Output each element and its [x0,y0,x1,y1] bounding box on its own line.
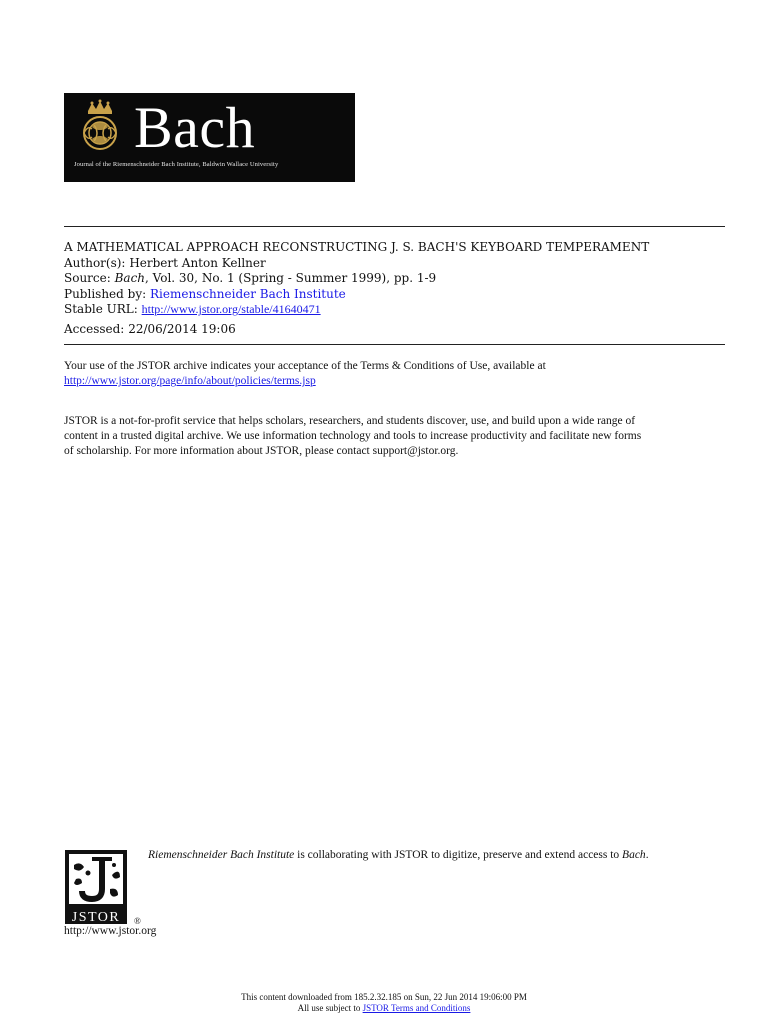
bottom-divider [64,344,725,345]
about-paragraph [64,414,724,459]
footer-terms-link[interactable]: JSTOR Terms and Conditions [362,1003,471,1013]
accessed-line [64,322,725,338]
terms-paragraph [64,359,724,389]
authors-label: Author(s): [64,255,126,270]
source-journal: Bach [114,271,146,285]
about-line-1: JSTOR is a not-for-profit service that helps scholars, researchers, and students discover, use, and build upon a wide range of [64,415,636,427]
about-line-3: of scholarship. For more information about JSTOR, please contact support@jstor.org. [64,445,459,457]
collab-end: . [645,849,649,861]
jstor-logo [64,849,142,927]
collab-institute: Riemenschneider Bach Institute [148,849,295,861]
terms-link[interactable]: http://www.jstor.org/page/info/about/policies/terms.jsp [64,375,316,387]
source-line [64,271,725,287]
collab-journal: Bach [622,849,646,861]
registered-mark: ® [134,916,141,926]
footer-download-line: This content downloaded from 185.2.32.185 on Sun, 22 Jun 2014 19:06:00 PM [241,992,527,1002]
collab-middle: is collaborating with JSTOR to digitize, preserve and extend access to [294,849,623,861]
journal-banner [64,93,355,182]
about-line-2: content in a trusted digital archive. We use information technology and tools to increase productivity and facilitate new forms [64,430,642,442]
accessed-label: Accessed: [64,321,125,336]
article-title: A MATHEMATICAL APPROACH RECONSTRUCTING J. S. BACH'S KEYBOARD TEMPERAMENT [64,240,650,254]
publisher-line [64,287,725,303]
stable-url-line [64,302,725,318]
publisher-label: Published by: [64,286,147,301]
footer-terms-line [0,1003,768,1014]
jstor-url: http://www.jstor.org [64,925,157,937]
journal-wordmark: Bach [134,95,256,160]
journal-subline: Journal of the Riemenschneider Bach Institute, Baldwin Wallace University [74,161,279,168]
authors-value: Herbert Anton Kellner [129,255,266,270]
stable-url-link[interactable]: http://www.jstor.org/stable/41640471 [141,302,321,316]
collaboration-statement [148,848,728,863]
source-label: Source: [64,271,111,285]
footer-terms-prefix: All use subject to [297,1003,363,1013]
crest-icon [78,99,122,153]
jstor-logo-letters: JSTOR [71,910,121,925]
download-footer [0,992,768,1014]
authors-line [64,256,725,272]
citation-block [64,240,725,337]
accessed-value: 22/06/2014 19:06 [128,321,236,336]
source-details: , Vol. 30, No. 1 (Spring - Summer 1999), pp. 1-9 [145,271,437,285]
stable-url-label: Stable URL: [64,302,138,316]
terms-text: Your use of the JSTOR archive indicates your acceptance of the Terms & Conditions of Use, available at [64,360,546,372]
publisher-link[interactable]: Riemenschneider Bach Institute [149,286,346,301]
top-divider [64,226,725,227]
